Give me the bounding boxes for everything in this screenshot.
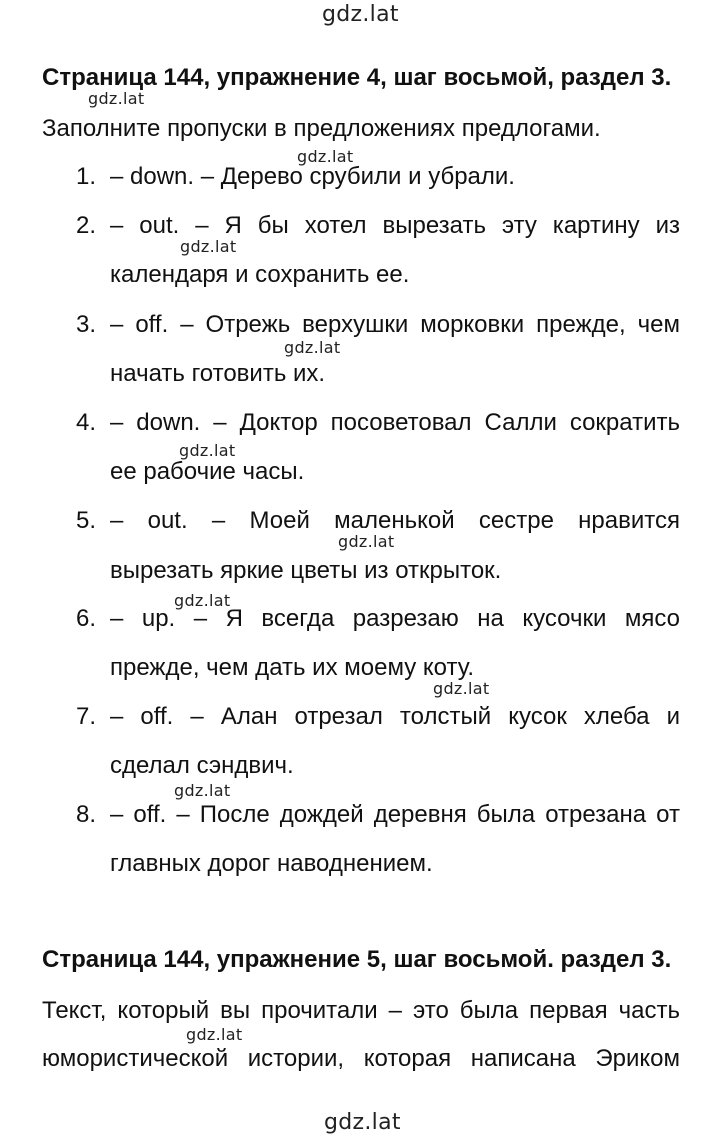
list-item-number: 3. (76, 311, 97, 338)
section2-text-line: юмористической истории, которая написана Эриком (42, 1045, 680, 1072)
list-item-text-continued: главных дорог наводнением. (110, 850, 433, 877)
section1-heading: Страница 144, упражнение 4, шаг восьмой, раздел 3. (42, 64, 672, 91)
watermark: gdz.lat (179, 441, 236, 460)
watermark: gdz.lat (186, 1025, 243, 1044)
watermark: gdz.lat (284, 338, 341, 357)
section2-heading: Страница 144, упражнение 5, шаг восьмой. раздел 3. (42, 946, 672, 973)
list-item-text-continued: ее рабочие часы. (110, 458, 305, 485)
list-item-number: 1. (76, 163, 97, 190)
list-item-text-continued: сделал сэндвич. (110, 752, 294, 779)
list-item-number: 7. (76, 703, 97, 730)
watermark: gdz.lat (297, 147, 354, 166)
list-item-number: 2. (76, 212, 97, 239)
watermark: gdz.lat (338, 532, 395, 551)
list-item-text-continued: вырезать яркие цветы из открыток. (110, 557, 502, 584)
list-item-text-continued: календаря и сохранить ее. (110, 261, 410, 288)
list-item-number: 4. (76, 409, 97, 436)
watermark: gdz.lat (88, 89, 145, 108)
list-item-text: – out. – Я бы хотел вырезать эту картину из (110, 212, 680, 239)
list-item-text-continued: начать готовить их. (110, 360, 326, 387)
section1-instruction: Заполните пропуски в предложениях предлогами. (42, 115, 601, 142)
list-item-number: 8. (76, 801, 97, 828)
list-item-text: – up. – Я всегда разрезаю на кусочки мясо (110, 605, 680, 632)
list-item-text: – off. – После дождей деревня была отрезана от (110, 801, 680, 828)
list-item-text: – off. – Отрежь верхушки морковки прежде, чем (110, 311, 680, 338)
list-item-text-continued: прежде, чем дать их моему коту. (110, 654, 474, 681)
list-item-text: – down. – Дерево срубили и убрали. (110, 163, 515, 190)
list-item-text: – off. – Алан отрезал толстый кусок хлеба и (110, 703, 680, 730)
list-item-text: – down. – Доктор посоветовал Салли сократить (110, 409, 680, 436)
watermark-top: gdz.lat (322, 2, 399, 27)
watermark: gdz.lat (180, 237, 237, 256)
list-item-number: 5. (76, 507, 97, 534)
watermark: gdz.lat (433, 679, 490, 698)
watermark-bottom: gdz.lat (324, 1110, 401, 1135)
section2-text-line: Текст, который вы прочитали – это была первая часть (42, 997, 680, 1024)
watermark: gdz.lat (174, 781, 231, 800)
watermark: gdz.lat (174, 591, 231, 610)
list-item-text: – out. – Моей маленькой сестре нравится (110, 507, 680, 534)
list-item-number: 6. (76, 605, 97, 632)
